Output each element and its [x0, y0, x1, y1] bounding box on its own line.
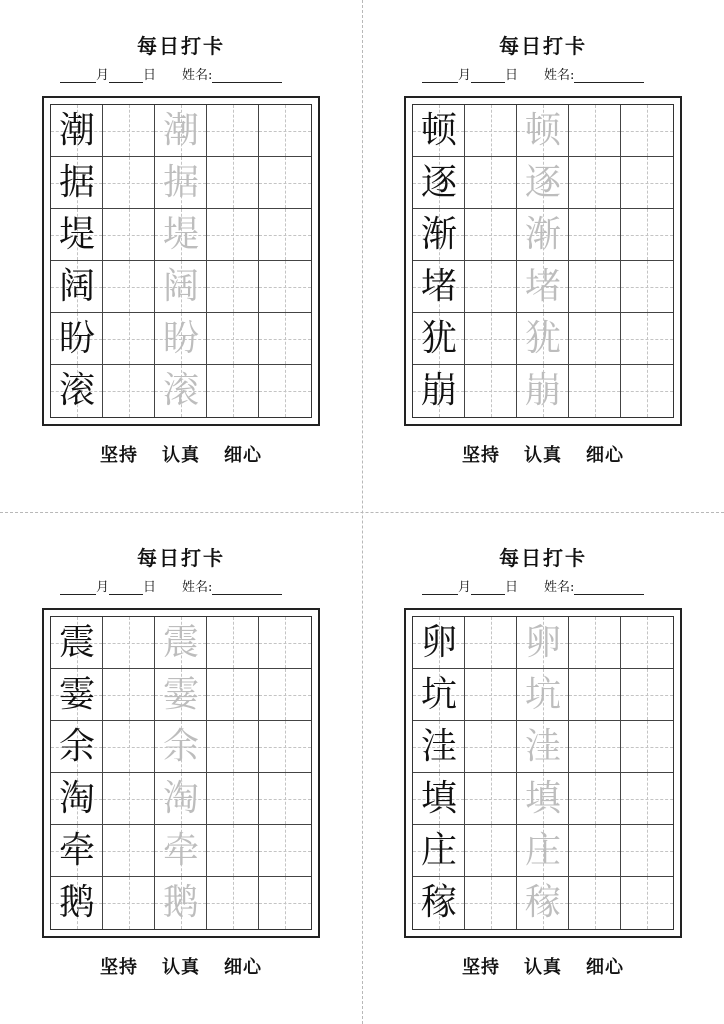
model-character: 淘	[58, 778, 95, 819]
grid-cell[interactable]	[259, 617, 311, 669]
grid-row	[51, 209, 311, 261]
day-label: 日	[505, 580, 519, 595]
name-blank[interactable]	[574, 581, 644, 595]
grid-cell[interactable]	[155, 261, 207, 313]
grid-cell[interactable]	[103, 157, 155, 209]
name-label: 姓名:	[182, 68, 213, 83]
grid-cell[interactable]	[569, 773, 621, 825]
grid-cell[interactable]	[517, 721, 569, 773]
model-character: 堤	[58, 214, 95, 255]
grid-cell	[413, 313, 465, 365]
model-character: 逐	[420, 162, 457, 203]
model-character: 坑	[420, 674, 457, 715]
grid-row	[413, 617, 673, 669]
grid-cell[interactable]	[155, 313, 207, 365]
grid-cell[interactable]	[207, 773, 259, 825]
date-name-line	[60, 64, 330, 84]
card-title: 每日打卡	[499, 34, 587, 58]
grid-cell[interactable]	[103, 617, 155, 669]
grid-cell[interactable]	[621, 209, 673, 261]
grid-cell	[413, 825, 465, 877]
grid-row	[51, 825, 311, 877]
grid-row	[413, 261, 673, 313]
grid-cell	[51, 313, 103, 365]
grid-cell	[51, 209, 103, 261]
grid-cell[interactable]	[569, 877, 621, 929]
grid-row	[51, 313, 311, 365]
grid-cell[interactable]	[465, 669, 517, 721]
motto-careful: 认真	[524, 445, 562, 466]
grid-cell[interactable]	[465, 877, 517, 929]
grid-cell[interactable]	[155, 825, 207, 877]
trace-character: 崩	[524, 370, 561, 411]
grid-row	[413, 157, 673, 209]
grid-cell	[413, 721, 465, 773]
grid-cell[interactable]	[155, 773, 207, 825]
grid-cell[interactable]	[569, 157, 621, 209]
grid-cell[interactable]	[465, 157, 517, 209]
grid-cell[interactable]	[103, 261, 155, 313]
model-character: 牵	[58, 830, 95, 871]
grid-row	[51, 773, 311, 825]
card-title: 每日打卡	[137, 546, 225, 570]
grid-cell[interactable]	[103, 773, 155, 825]
grid-cell[interactable]	[465, 617, 517, 669]
motto-line	[362, 953, 724, 979]
model-character: 填	[420, 778, 457, 819]
practice-card	[362, 0, 724, 512]
grid-row	[413, 105, 673, 157]
grid-cell[interactable]	[569, 365, 621, 417]
trace-character: 稼	[524, 882, 561, 923]
motto-careful: 认真	[524, 957, 562, 978]
grid-cell[interactable]	[103, 365, 155, 417]
grid-row	[51, 669, 311, 721]
grid-cell[interactable]	[465, 313, 517, 365]
grid-cell[interactable]	[465, 105, 517, 157]
trace-character: 盼	[162, 318, 199, 359]
trace-character: 卵	[524, 622, 561, 663]
motto-attentive: 细心	[586, 957, 624, 978]
day-blank[interactable]	[109, 69, 143, 83]
grid-row	[51, 157, 311, 209]
month-label: 月	[458, 580, 472, 595]
motto-persist: 坚持	[462, 957, 500, 978]
practice-card	[0, 0, 362, 512]
grid-row	[51, 721, 311, 773]
grid-cell[interactable]	[207, 157, 259, 209]
grid-row	[51, 617, 311, 669]
trace-character: 霎	[162, 674, 199, 715]
grid-cell	[413, 209, 465, 261]
grid-cell[interactable]	[621, 617, 673, 669]
trace-character: 顿	[524, 110, 561, 151]
grid-cell	[51, 721, 103, 773]
grid-cell[interactable]	[569, 313, 621, 365]
grid-cell[interactable]	[621, 825, 673, 877]
month-label: 月	[96, 68, 110, 83]
month-blank[interactable]	[60, 69, 96, 83]
grid-row	[413, 313, 673, 365]
grid-cell[interactable]	[155, 877, 207, 929]
grid-cell	[51, 261, 103, 313]
grid-row	[413, 365, 673, 417]
grid-cell[interactable]	[569, 617, 621, 669]
grid-cell[interactable]	[465, 825, 517, 877]
day-label: 日	[143, 580, 157, 595]
motto-attentive: 细心	[224, 957, 262, 978]
model-character: 滚	[58, 370, 95, 411]
day-label: 日	[143, 68, 157, 83]
trace-character: 鹅	[162, 882, 199, 923]
grid-cell[interactable]	[517, 773, 569, 825]
grid-cell[interactable]	[259, 773, 311, 825]
model-character: 盼	[58, 318, 95, 359]
grid-cell[interactable]	[621, 313, 673, 365]
grid-cell[interactable]	[465, 209, 517, 261]
practice-grid	[412, 104, 674, 418]
grid-cell[interactable]	[103, 669, 155, 721]
name-blank[interactable]	[212, 581, 282, 595]
grid-cell	[51, 825, 103, 877]
grid-cell	[413, 669, 465, 721]
grid-cell[interactable]	[259, 313, 311, 365]
grid-cell[interactable]	[155, 721, 207, 773]
grid-row	[51, 105, 311, 157]
grid-cell[interactable]	[517, 825, 569, 877]
grid-cell	[413, 617, 465, 669]
motto-line	[0, 441, 362, 467]
model-character: 稼	[420, 882, 457, 923]
trace-character: 洼	[524, 726, 561, 767]
trace-character: 渐	[524, 214, 561, 255]
name-label: 姓名:	[182, 580, 213, 595]
grid-row	[413, 773, 673, 825]
trace-character: 阔	[162, 266, 199, 307]
grid-cell[interactable]	[259, 877, 311, 929]
grid-cell[interactable]	[621, 669, 673, 721]
grid-cell	[413, 365, 465, 417]
grid-cell[interactable]	[517, 105, 569, 157]
grid-cell[interactable]	[517, 157, 569, 209]
grid-cell	[51, 105, 103, 157]
grid-cell[interactable]	[517, 617, 569, 669]
grid-cell[interactable]	[517, 365, 569, 417]
grid-cell[interactable]	[155, 209, 207, 261]
grid-cell	[51, 365, 103, 417]
model-character: 卵	[420, 622, 457, 663]
practice-frame	[42, 96, 320, 426]
grid-row	[413, 825, 673, 877]
grid-cell[interactable]	[259, 157, 311, 209]
grid-cell[interactable]	[259, 825, 311, 877]
card-title: 每日打卡	[137, 34, 225, 58]
month-label: 月	[96, 580, 110, 595]
grid-cell[interactable]	[207, 209, 259, 261]
grid-cell[interactable]	[155, 617, 207, 669]
grid-cell[interactable]	[155, 365, 207, 417]
grid-cell[interactable]	[207, 825, 259, 877]
trace-character: 堵	[524, 266, 561, 307]
month-blank[interactable]	[60, 581, 96, 595]
grid-cell[interactable]	[569, 105, 621, 157]
card-title: 每日打卡	[499, 546, 587, 570]
grid-cell[interactable]	[103, 877, 155, 929]
practice-frame	[42, 608, 320, 938]
grid-row	[413, 669, 673, 721]
model-character: 顿	[420, 110, 457, 151]
name-label: 姓名:	[544, 68, 575, 83]
grid-cell[interactable]	[569, 261, 621, 313]
trace-character: 据	[162, 162, 199, 203]
motto-careful: 认真	[162, 957, 200, 978]
grid-cell[interactable]	[517, 669, 569, 721]
motto-careful: 认真	[162, 445, 200, 466]
grid-cell[interactable]	[155, 669, 207, 721]
model-character: 震	[58, 622, 95, 663]
grid-cell	[51, 669, 103, 721]
model-character: 霎	[58, 674, 95, 715]
grid-cell[interactable]	[207, 313, 259, 365]
trace-character: 震	[162, 622, 199, 663]
grid-cell[interactable]	[517, 313, 569, 365]
grid-cell[interactable]	[621, 261, 673, 313]
date-name-line	[422, 576, 692, 596]
practice-frame	[404, 96, 682, 426]
grid-cell[interactable]	[621, 773, 673, 825]
trace-character: 堤	[162, 214, 199, 255]
day-blank[interactable]	[471, 69, 505, 83]
model-character: 据	[58, 162, 95, 203]
model-character: 犹	[420, 318, 457, 359]
grid-cell	[51, 617, 103, 669]
grid-row	[413, 877, 673, 929]
date-name-line	[422, 64, 692, 84]
model-character: 堵	[420, 266, 457, 307]
grid-cell	[413, 157, 465, 209]
grid-cell[interactable]	[207, 669, 259, 721]
grid-cell	[413, 773, 465, 825]
month-blank[interactable]	[422, 69, 458, 83]
grid-cell[interactable]	[517, 209, 569, 261]
model-character: 余	[58, 726, 95, 767]
grid-cell[interactable]	[103, 105, 155, 157]
grid-cell	[413, 261, 465, 313]
grid-cell[interactable]	[621, 365, 673, 417]
grid-cell[interactable]	[155, 105, 207, 157]
grid-cell[interactable]	[207, 721, 259, 773]
grid-cell[interactable]	[103, 825, 155, 877]
grid-cell[interactable]	[155, 157, 207, 209]
grid-cell[interactable]	[103, 209, 155, 261]
motto-attentive: 细心	[586, 445, 624, 466]
date-name-line	[60, 576, 330, 596]
grid-cell[interactable]	[569, 825, 621, 877]
month-blank[interactable]	[422, 581, 458, 595]
grid-cell	[51, 157, 103, 209]
model-character: 渐	[420, 214, 457, 255]
trace-character: 庄	[524, 830, 561, 871]
practice-card	[0, 512, 362, 1024]
grid-cell[interactable]	[259, 669, 311, 721]
model-character: 潮	[58, 110, 95, 151]
name-blank[interactable]	[574, 69, 644, 83]
trace-character: 牵	[162, 830, 199, 871]
month-label: 月	[458, 68, 472, 83]
motto-persist: 坚持	[100, 957, 138, 978]
trace-character: 潮	[162, 110, 199, 151]
motto-attentive: 细心	[224, 445, 262, 466]
model-character: 阔	[58, 266, 95, 307]
grid-row	[51, 877, 311, 929]
model-character: 崩	[420, 370, 457, 411]
motto-persist: 坚持	[462, 445, 500, 466]
model-character: 庄	[420, 830, 457, 871]
practice-card	[362, 512, 724, 1024]
grid-cell	[51, 877, 103, 929]
grid-cell[interactable]	[621, 877, 673, 929]
grid-cell[interactable]	[621, 157, 673, 209]
motto-line	[0, 953, 362, 979]
grid-cell	[413, 105, 465, 157]
grid-cell[interactable]	[569, 721, 621, 773]
grid-cell[interactable]	[259, 261, 311, 313]
grid-cell[interactable]	[103, 313, 155, 365]
grid-cell[interactable]	[259, 105, 311, 157]
grid-row	[51, 365, 311, 417]
grid-cell[interactable]	[259, 721, 311, 773]
grid-row	[413, 209, 673, 261]
name-blank[interactable]	[212, 69, 282, 83]
grid-cell[interactable]	[465, 261, 517, 313]
trace-character: 逐	[524, 162, 561, 203]
grid-cell[interactable]	[207, 365, 259, 417]
grid-cell[interactable]	[207, 105, 259, 157]
trace-character: 余	[162, 726, 199, 767]
trace-character: 犹	[524, 318, 561, 359]
trace-character: 淘	[162, 778, 199, 819]
grid-cell[interactable]	[207, 261, 259, 313]
grid-cell[interactable]	[465, 365, 517, 417]
motto-line	[362, 441, 724, 467]
grid-cell[interactable]	[207, 617, 259, 669]
grid-cell[interactable]	[517, 261, 569, 313]
motto-persist: 坚持	[100, 445, 138, 466]
grid-cell[interactable]	[621, 105, 673, 157]
practice-frame	[404, 608, 682, 938]
practice-grid	[50, 616, 312, 930]
model-character: 鹅	[58, 882, 95, 923]
trace-character: 坑	[524, 674, 561, 715]
grid-cell[interactable]	[207, 877, 259, 929]
grid-cell	[51, 773, 103, 825]
grid-row	[51, 261, 311, 313]
day-label: 日	[505, 68, 519, 83]
grid-cell[interactable]	[569, 669, 621, 721]
day-blank[interactable]	[471, 581, 505, 595]
day-blank[interactable]	[109, 581, 143, 595]
grid-cell	[413, 877, 465, 929]
model-character: 洼	[420, 726, 457, 767]
trace-character: 填	[524, 778, 561, 819]
practice-grid	[50, 104, 312, 418]
grid-cell[interactable]	[465, 721, 517, 773]
grid-row	[413, 721, 673, 773]
practice-grid	[412, 616, 674, 930]
grid-cell[interactable]	[465, 773, 517, 825]
grid-cell[interactable]	[103, 721, 155, 773]
grid-cell[interactable]	[621, 721, 673, 773]
grid-cell[interactable]	[517, 877, 569, 929]
grid-cell[interactable]	[259, 365, 311, 417]
grid-cell[interactable]	[259, 209, 311, 261]
trace-character: 滚	[162, 370, 199, 411]
name-label: 姓名:	[544, 580, 575, 595]
grid-cell[interactable]	[569, 209, 621, 261]
